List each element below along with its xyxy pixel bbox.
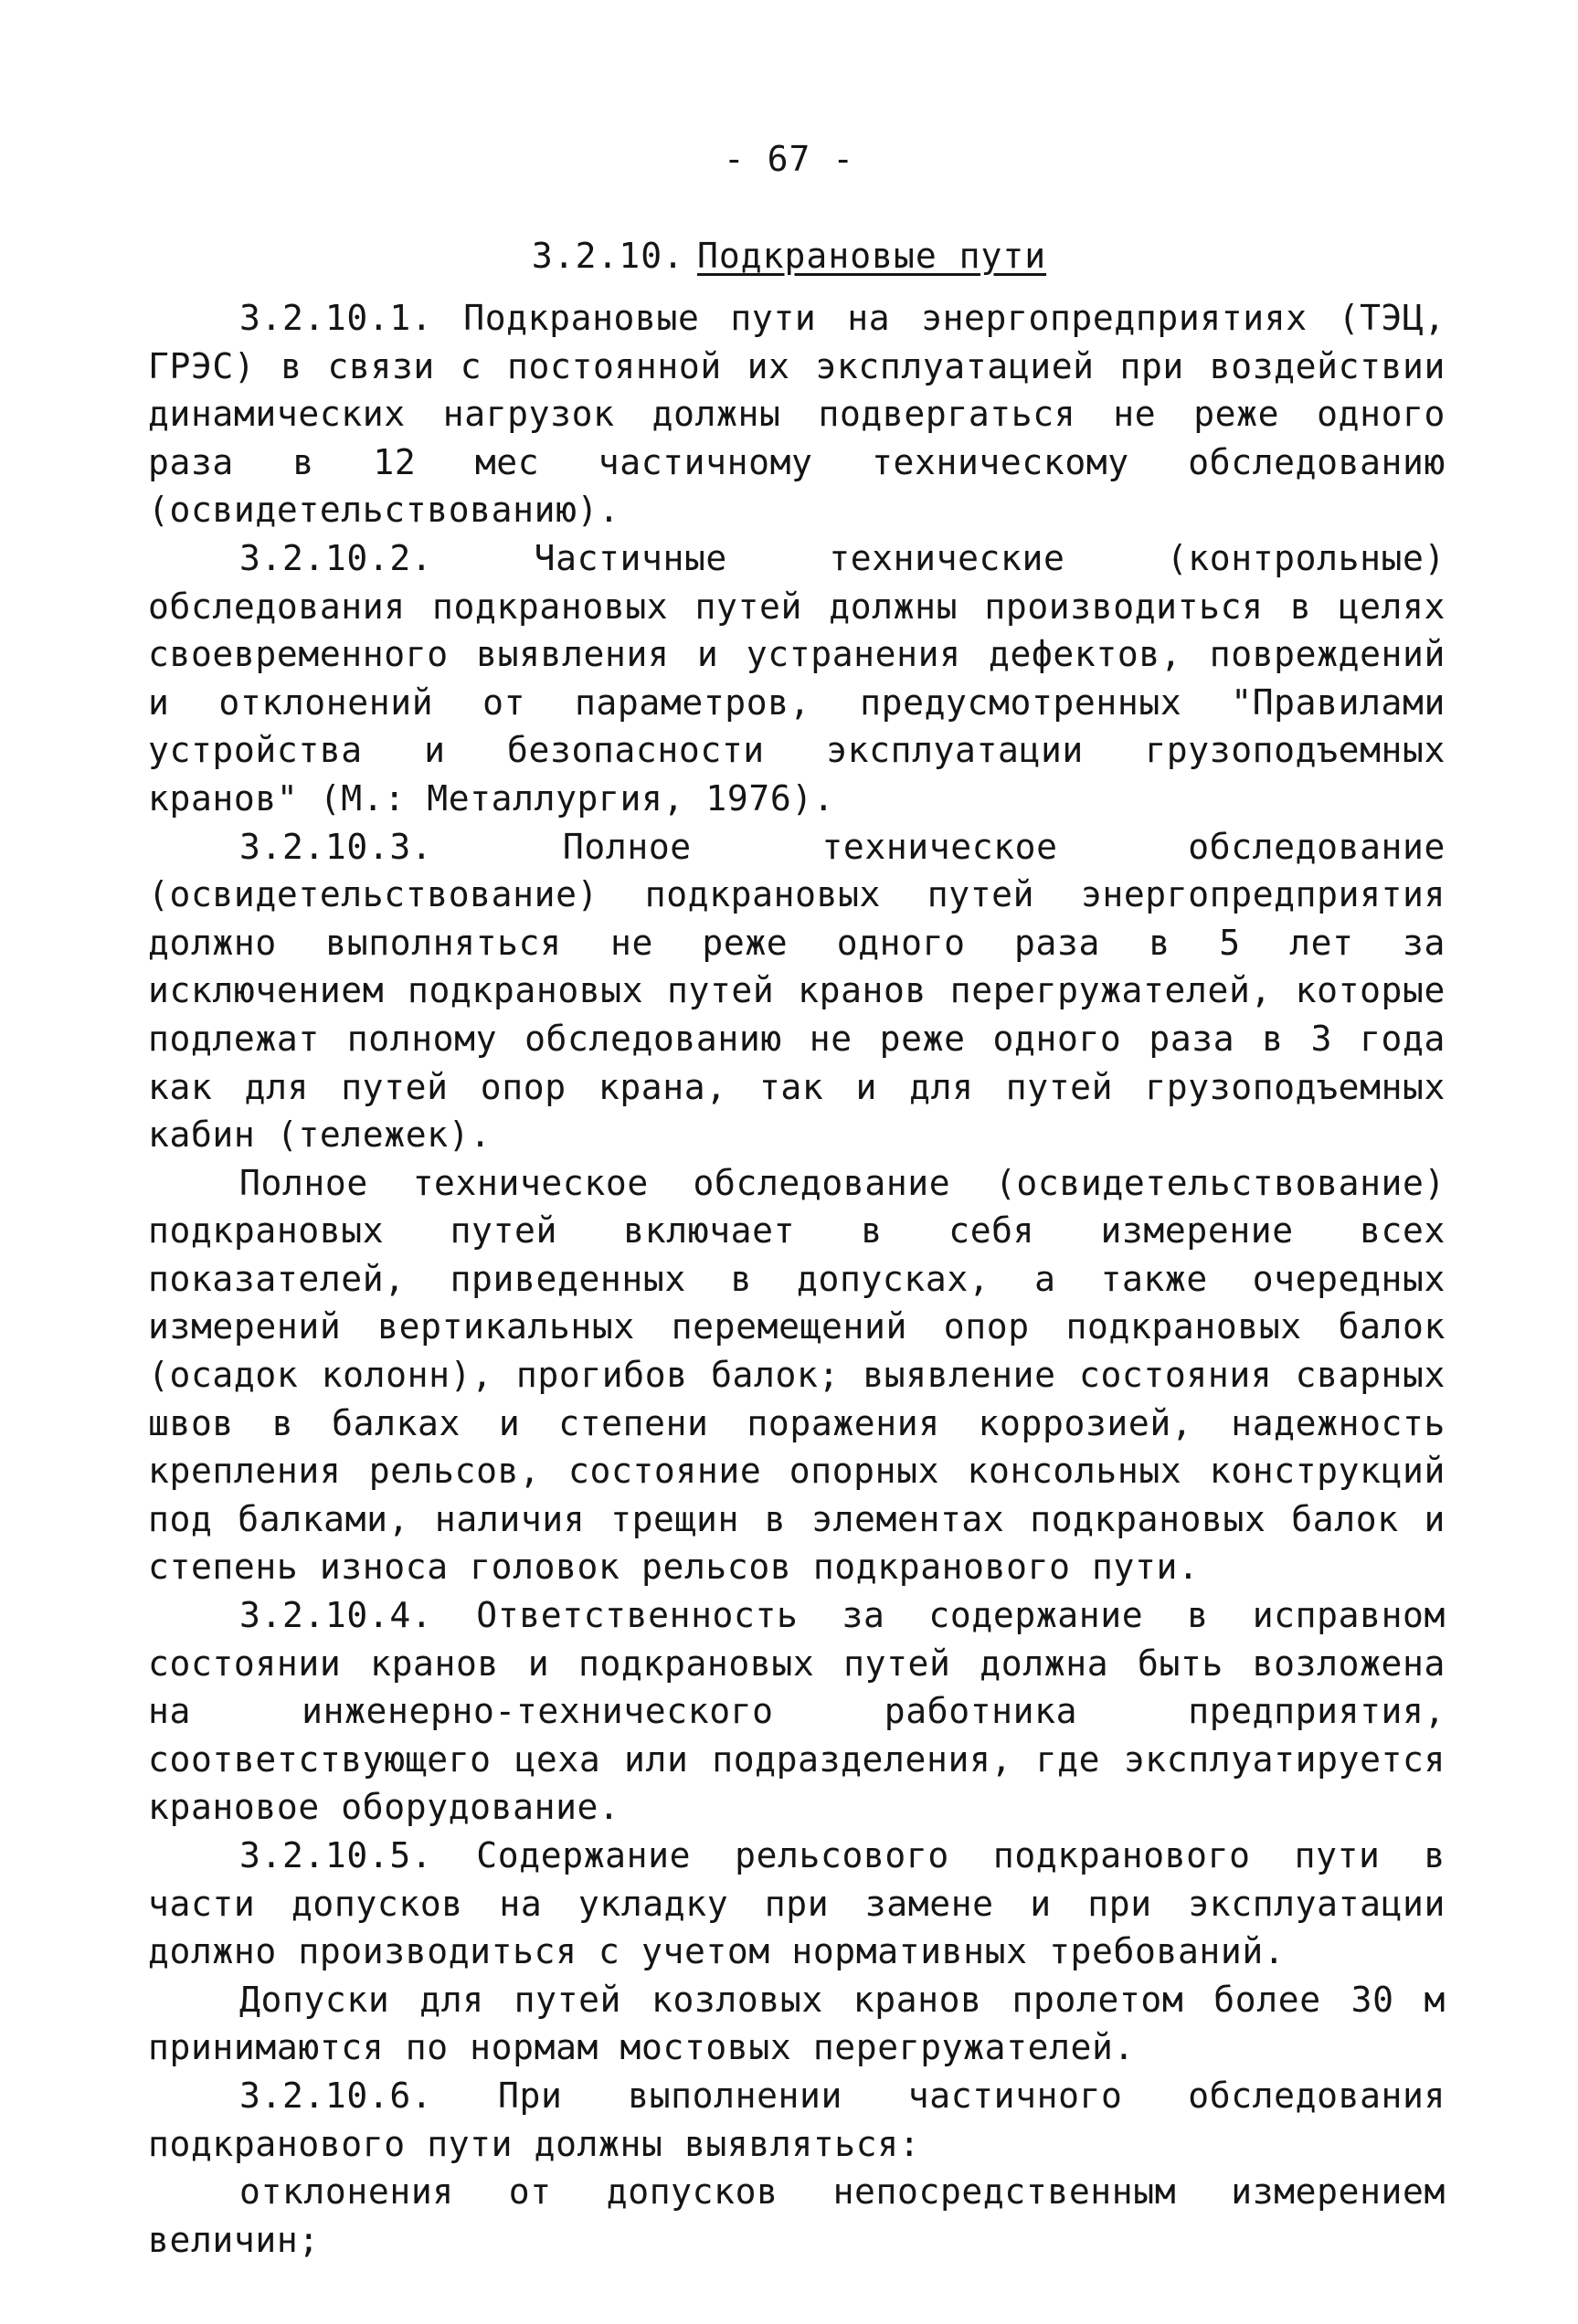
paragraph-3-2-10-6: 3.2.10.6. При выполнении частичного обследования подкранового пути должны выявляться: [148,2075,1446,2164]
page-number: - 67 - [723,139,855,179]
body-text [148,294,1446,2264]
section-number: 3.2.10. [531,236,685,276]
paragraph-3-2-10-3: 3.2.10.3. Полное техническое обследование (освидетельствование) подкрановых путей энергопредприятия должно выполняться не реже одного раза в 5 лет за исключением подкрановых путей кранов перегружателей, которые подлежат полному обследованию не реже одного раза в 3 года как для путей опор крана, так и для путей грузоподъемных кабин (тележек). [148,826,1446,1156]
paragraph-gantry-tolerances: Допуски для путей козловых кранов пролетом более 30 м принимаются по нормам мостовых перегружателей. [148,1979,1446,2068]
paragraph-3-2-10-5: 3.2.10.5. Содержание рельсового подкранового пути в части допусков на укладку при замене и при эксплуатации должно производиться с учетом нормативных требований. [148,1835,1446,1972]
paragraph-3-2-10-4: 3.2.10.4. Ответственность за содержание в исправном состоянии кранов и подкрановых путей должна быть возложена на инженерно-технического работника предприятия, соответствующего цеха или подразделения, где эксплуатируется крановое оборудование. [148,1595,1446,1828]
paragraph-deviations: отклонения от допусков непосредственным измерением величин; [148,2171,1446,2260]
paragraph-full-inspection: Полное техническое обследование (освидетельствование) подкрановых путей включает в себя измерение всех показателей, приведенных в допусках, а также очередных измерений вертикальных перемещений опор подкрановых балок (осадок колонн), прогибов балок; выявление состояния сварных швов в балках и степени поражения коррозией, надежность крепления рельсов, состояние опорных консольных конструкций под балками, наличия трещин в элементах подкрановых балок и степень износа головок рельсов подкранового пути. [148,1162,1446,1588]
paragraph-3-2-10-2: 3.2.10.2. Частичные технические (контрольные) обследования подкрановых путей должны производиться в целях своевременного выявления и устранения дефектов, повреждений и отклонений от параметров, предусмотренных "Правилами устройства и безопасности эксплуатации грузоподъемных кранов" (М.: Металлургия, 1976). [148,537,1446,819]
paragraph-3-2-10-1: 3.2.10.1. Подкрановые пути на энергопредприятиях (ТЭЦ, ГРЭС) в связи с постоянной их эксплуатацией при воздействии динамических нагрузок должны подвергаться не реже одного раза в 12 мес частичному техническому обследованию (освидетельствованию). [148,298,1446,531]
section-title: Подкрановые пути [697,236,1047,276]
section-heading [0,236,1578,276]
